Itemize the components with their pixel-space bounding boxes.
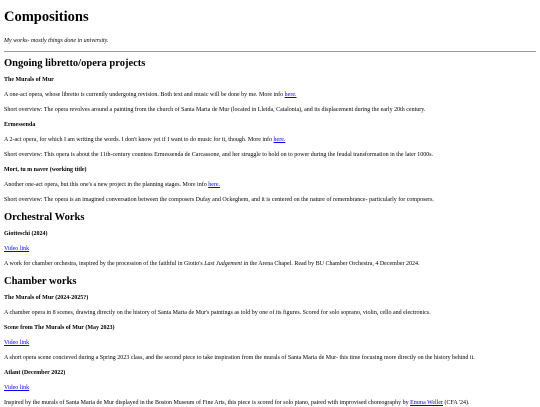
emma-weller-link[interactable]: Emma Weller: [410, 400, 443, 406]
work-desc-atlant: [4, 399, 536, 407]
header-divider: [4, 51, 536, 52]
work-desc-murals: A chamber opera in 8 scenes, drawing directly on the history of Santa Maria de Mur's paintings as told by one of its figures. Scored for solo soprano, violin, cello and electronics.: [4, 310, 431, 316]
project-desc-text: A 2-act opera, for which I am writing the words. I don't know yet if I want to do music for it, though. More info: [4, 137, 274, 143]
chamber-section: [4, 275, 536, 407]
project-desc-murals: [4, 91, 536, 99]
video-link-row: [4, 339, 536, 347]
project-desc-text: Another one-act opera, but this one's a new project in the planning stages. More info: [4, 182, 209, 188]
orchestral-section: [4, 211, 536, 268]
work-desc-scene: A short opera scene concieved during a Spring 2023 class, and the second piece to take inspiration from the murals of Santa Maria de Mur- this time focusing more directly on the history behind it.: [4, 355, 475, 361]
work-title-murals: The Murals of Mur (2024-2025?): [4, 295, 89, 301]
project-desc-mort: [4, 181, 536, 189]
work-title-atlant: Atlant (December 2022): [4, 370, 66, 376]
work-desc-giotteschi: [4, 260, 536, 268]
ermessenda-more-info-link[interactable]: here.: [273, 137, 286, 143]
project-overview-murals: Short overview: The opera revolves around a painting from the church of Santa Maria de Mur (located in Lleida, Catalonia), and its displacement during the early 20th century.: [4, 107, 426, 113]
page-subtitle: My works- mostly things done in university.: [4, 38, 109, 44]
work-desc-text: Inspired by the murals of Santa Maria de Mur displayed in the Boston Museum of Fine Arts, this piece is scored for solo piano, paired with improvised choreography by: [4, 400, 411, 406]
project-desc-ermessenda: [4, 136, 536, 144]
work-desc-text: (CFA '24).: [443, 400, 470, 406]
project-overview-mort: Short overview: The opera is an imagined conversation between the composers Dufay and Ockeghem, and it is centered on the nature of remembrance- particularly for composers.: [4, 197, 434, 203]
video-link-row: [4, 384, 536, 392]
murals-more-info-link[interactable]: here.: [284, 92, 297, 98]
work-desc-text: in the Arena Chapel. Read by BU Chamber Orchestra, 4 December 2024.: [242, 261, 420, 267]
mort-more-info-link[interactable]: here.: [208, 182, 221, 188]
work-desc-italic: Last Judgement: [204, 261, 243, 267]
project-desc-text: A one-act opera, whose libretto is currently undergoing revision. Both text and music will be done by me. More info: [4, 92, 285, 98]
work-title-scene: Scene from The Murals of Mur (May 2023): [4, 325, 115, 331]
scene-video-link[interactable]: Video link: [4, 340, 30, 346]
project-title-mort: Mort, tu m navre (working title): [4, 167, 87, 173]
work-title-giotteschi: Giotteschi (2024): [4, 231, 48, 237]
project-title-ermessenda: Ermessenda: [4, 122, 36, 128]
atlant-video-link[interactable]: Video link: [4, 385, 30, 391]
project-overview-ermessenda: Short overview: This opera is about the 11th-century countess Ermessenda de Carcassone, and her struggle to hold on to power during the feudal transformation in the later 1000s.: [4, 152, 434, 158]
ongoing-section: [4, 57, 536, 204]
main-content: [4, 57, 536, 407]
work-desc-text: A work for chamber orchestra, inspired by the procession of the faithful in Giotto's: [4, 261, 205, 267]
ongoing-heading: Ongoing libretto/opera projects: [4, 58, 146, 69]
orchestral-heading: Orchestral Works: [4, 212, 85, 223]
giotteschi-video-link[interactable]: Video link: [4, 246, 30, 252]
page-title: Compositions: [4, 9, 89, 25]
chamber-heading: Chamber works: [4, 276, 77, 287]
video-link-row: [4, 245, 536, 253]
project-title-murals: The Murals of Mur: [4, 77, 54, 83]
